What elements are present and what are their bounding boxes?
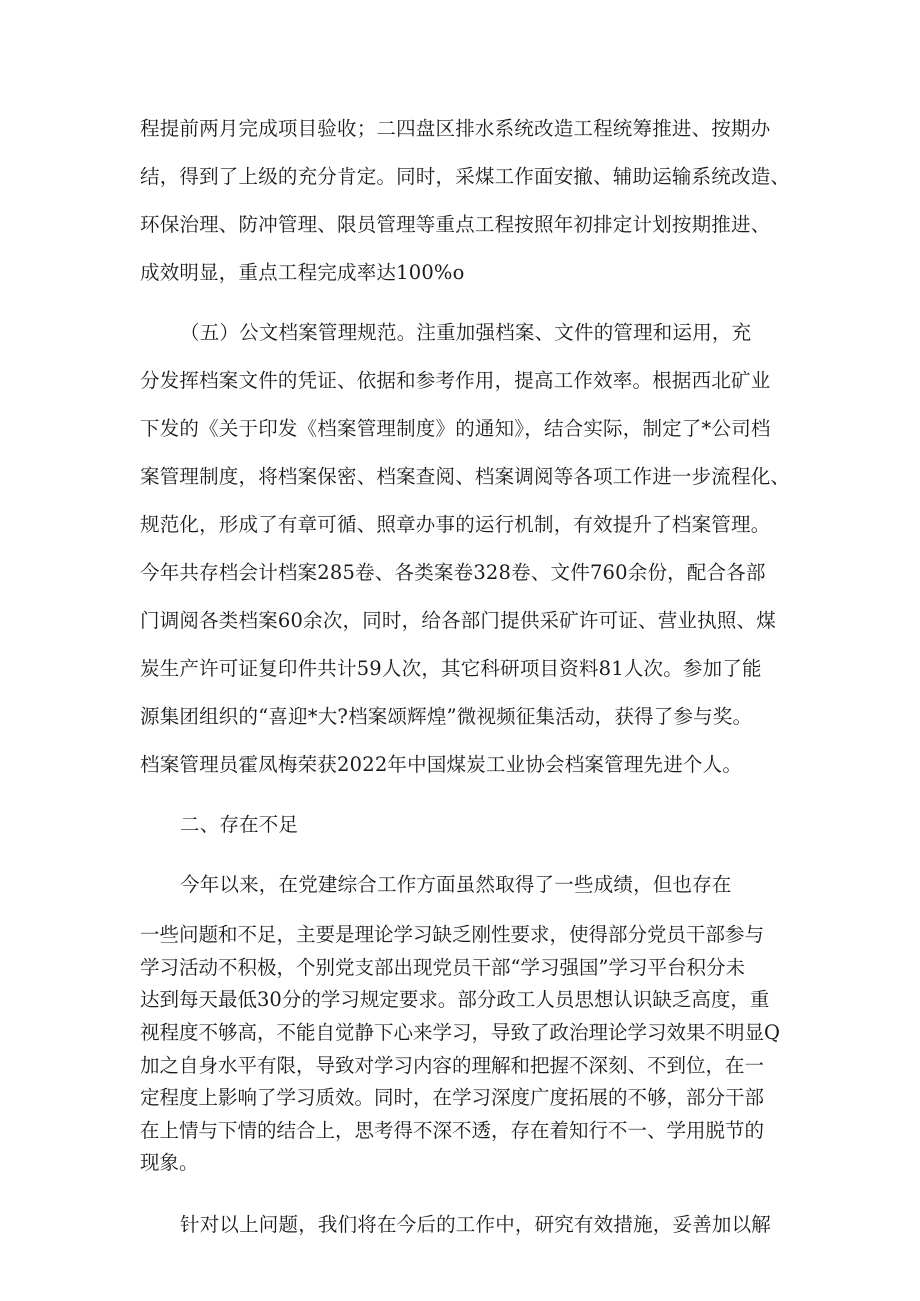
text-line: 案管理制度，将档案保密、档案查阅、档案调阅等各项工作进一步流程化、 [140, 465, 791, 488]
text-line: 今年以来，在党建综合工作方面虽然取得了一些成绩，但也存在 [180, 873, 732, 896]
section-heading: 二、存在不足 [180, 813, 299, 836]
text-line: 现象。 [140, 1151, 199, 1174]
text-line: 门调阅各类档案60余次，同时，给各部门提供采矿许可证、营业执照、煤 [140, 609, 776, 632]
text-line: 一些问题和不足，主要是理论学习缺乏刚性要求，使得部分党员干部参与 [140, 923, 765, 946]
text-line: 学习活动不积极，个别党支部出现党员干部“学习强国”学习平台积分未 [140, 956, 745, 979]
text-line: 定程度上影响了学习质效。同时，在学习深度广度拓展的不够，部分干部 [140, 1086, 765, 1109]
text-line: 结，得到了上级的充分肯定。同时，采煤工作面安撤、辅助运输系统改造、 [140, 165, 791, 188]
section-heading-line: （五）公文档案管理规范。注重加强档案、文件的管理和运用，充 [180, 321, 752, 344]
text-line: 下发的《关于印发《档案管理制度》的通知》，结合实际，制定了*公司档 [140, 417, 771, 440]
text-line: 环保治理、防冲管理、限员管理等重点工程按照年初排定计划按期推进、 [140, 213, 771, 236]
text-line: 规范化，形成了有章可循、照章办事的运行机制，有效提升了档案管理。 [140, 513, 771, 536]
text-line: 达到每天最低30分的学习规定要求。部分政工人员思想认识缺乏高度，重 [140, 988, 770, 1011]
text-line: 程提前两月完成项目验收；二四盘区排水系统改造工程统筹推进、按期办 [140, 117, 771, 140]
text-line: 分发挥档案文件的凭证、依据和参考作用，提高工作效率。根据西北矿业 [140, 369, 771, 392]
text-line: 今年共存档会计档案285卷、各类案卷328卷、文件760余份，配合各部 [140, 561, 766, 584]
text-line: 炭生产许可证复印件共计59人次，其它科研项目资料81人次。参加了能 [140, 657, 762, 680]
text-line: 加之自身水平有限，导致对学习内容的理解和把握不深刻、不到位，在一 [140, 1054, 765, 1077]
text-line: 源集团组织的“喜迎*大?档案颂辉煌”微视频征集活动，获得了参与奖。 [140, 705, 753, 728]
text-line: 成效明显，重点工程完成率达100%o [140, 261, 465, 284]
text-line: 视程度不够高，不能自觉静下心来学习，导致了政治理论学习效果不明显Q [140, 1021, 780, 1044]
text-line: 针对以上问题，我们将在今后的工作中，研究有效措施，妥善加以解 [180, 1213, 772, 1236]
text-line: 档案管理员霍凤梅荣获2022年中国煤炭工业协会档案管理先进个人。 [140, 753, 743, 776]
text-line: 在上情与下情的结合上，思考得不深不透，存在着知行不一、学用脱节的 [140, 1119, 765, 1142]
